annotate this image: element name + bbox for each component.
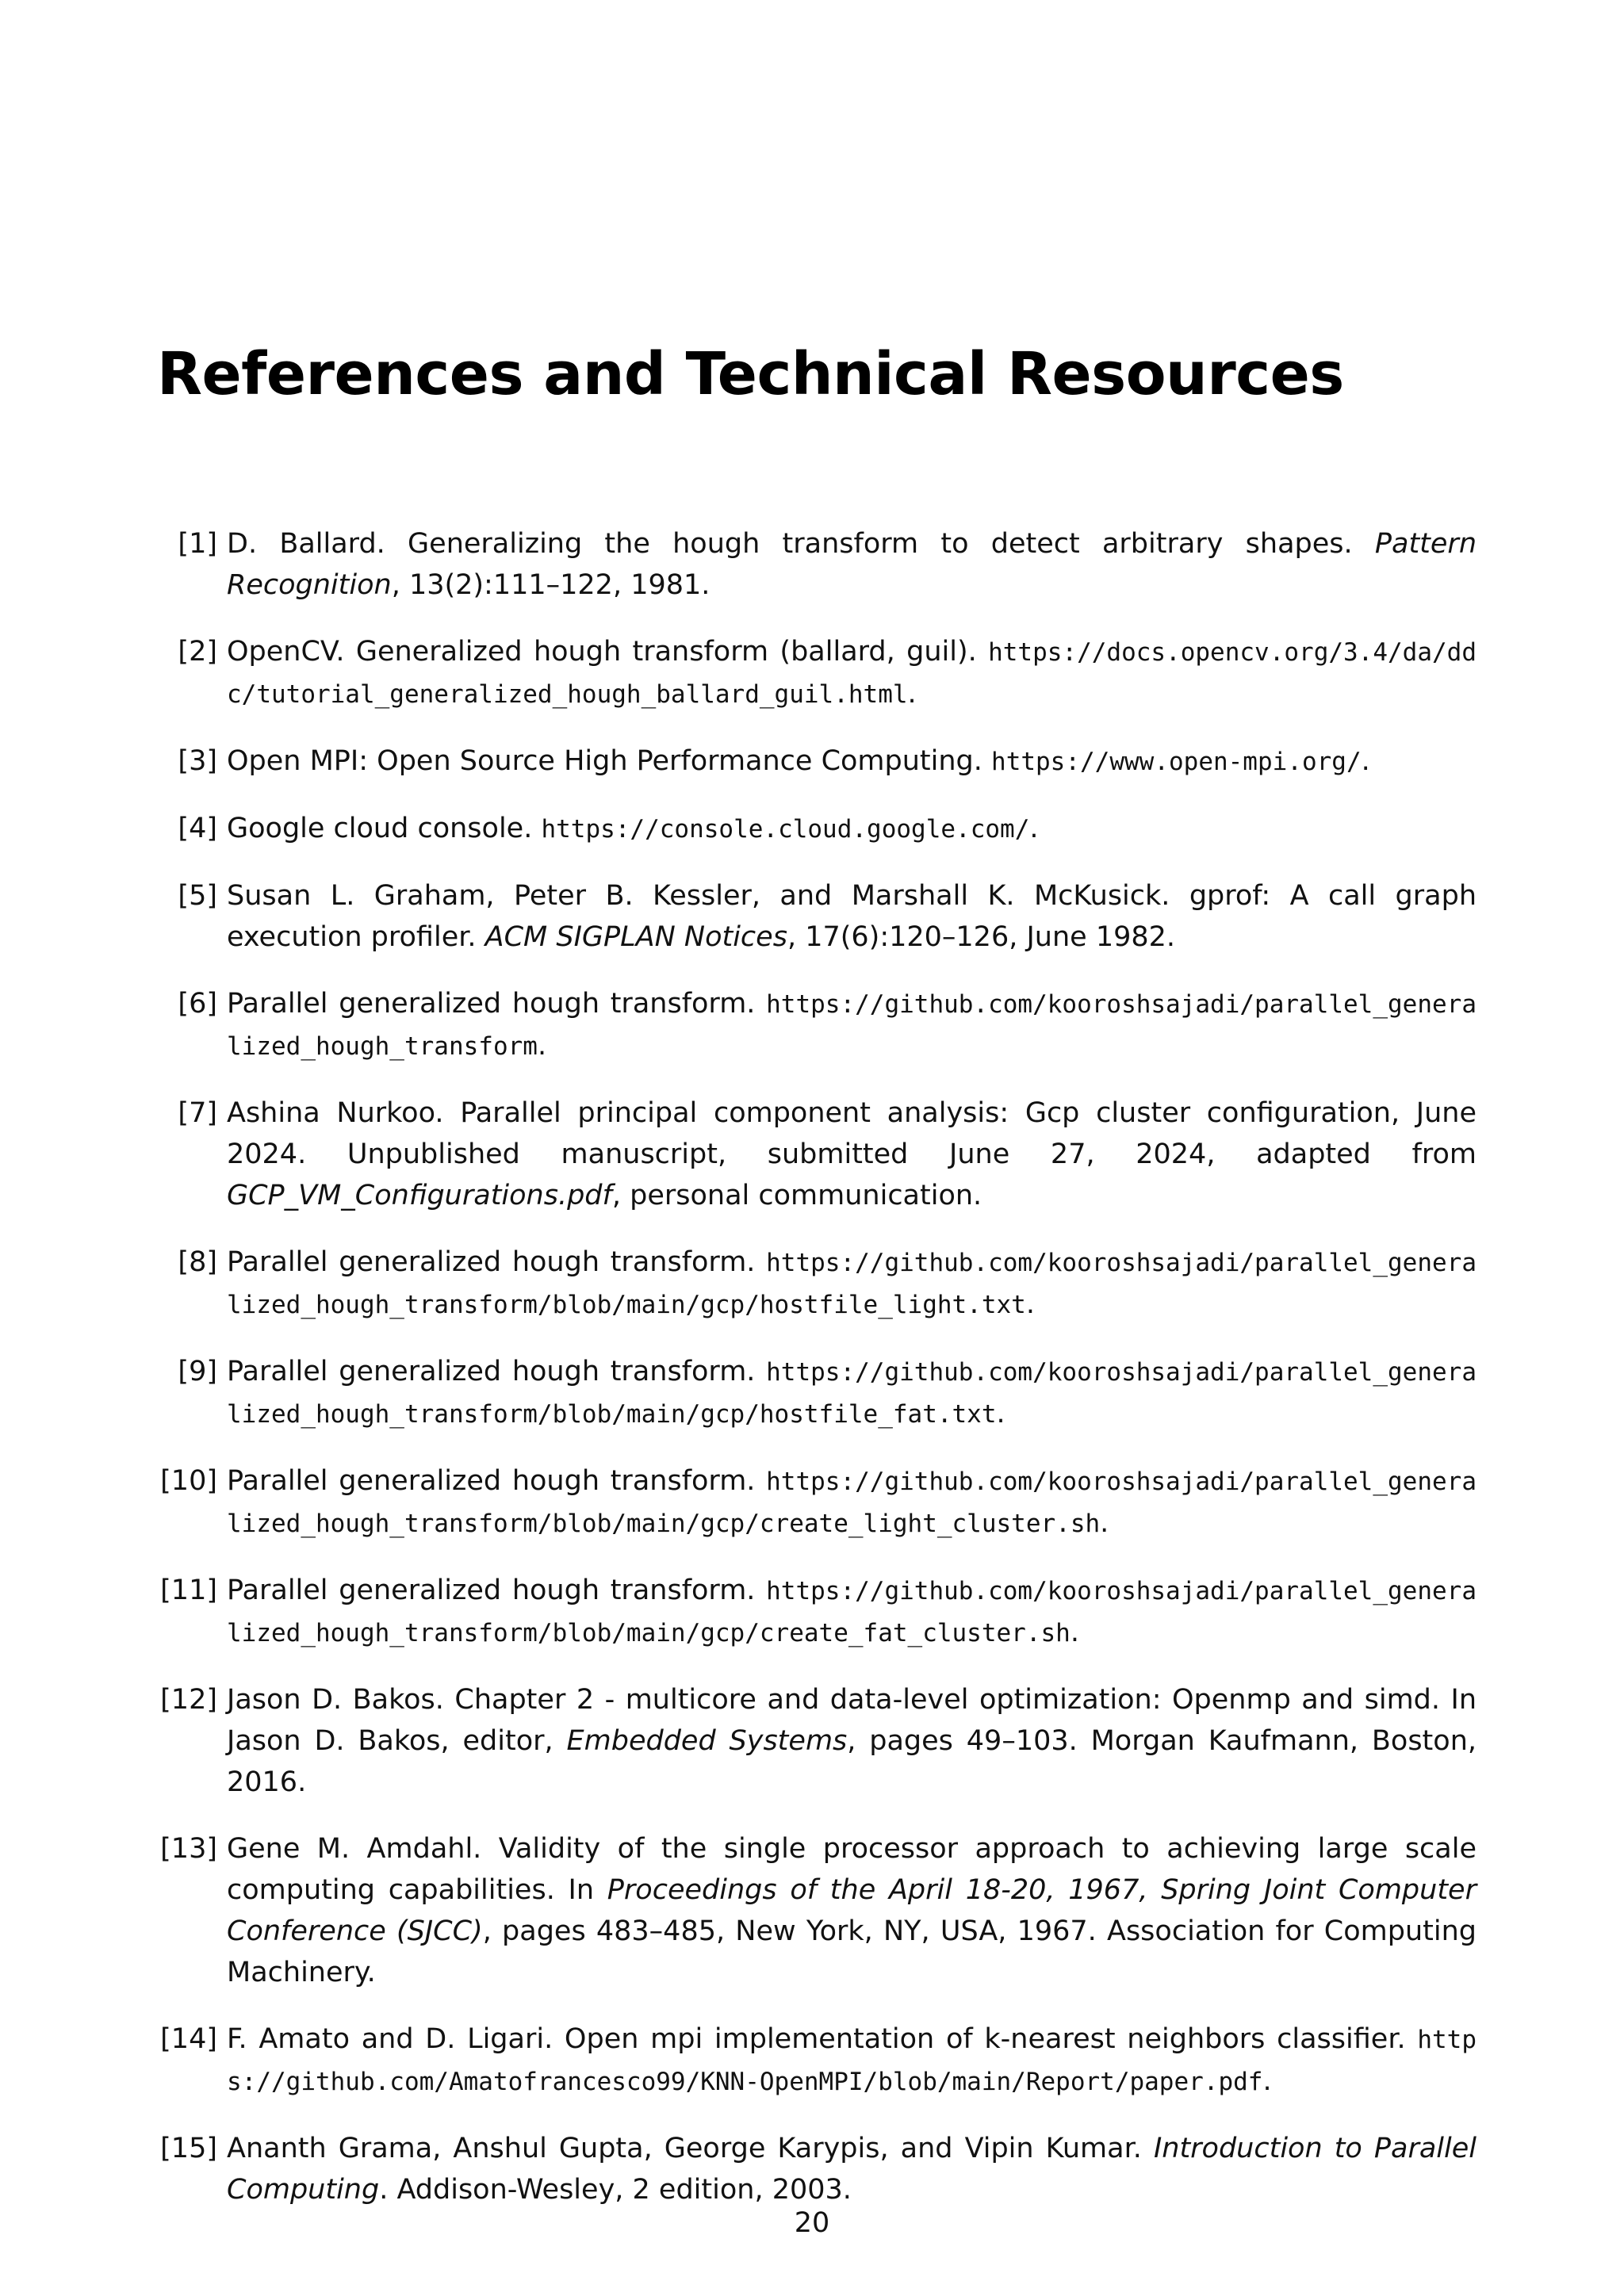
reference-number: [10] (160, 1465, 217, 1497)
reference-text-end: , personal communication. (611, 1180, 982, 1211)
reference-venue: ACM SIGPLAN Notices (485, 921, 787, 953)
reference-text: Parallel generalized hough transform. (227, 1246, 767, 1278)
reference-item (157, 1679, 1477, 1803)
reference-text-end: . Addison-Wesley, 2 edition, 2003. (379, 2174, 852, 2206)
reference-url-link[interactable]: https://github.com/kooroshsajadi/parallel_generalized_hough_transform/blob/main/gcp/hostfile_fat.txt (227, 1358, 1477, 1429)
reference-number: [12] (160, 1684, 217, 1716)
reference-number: [15] (160, 2133, 217, 2164)
reference-number: [5] (178, 880, 217, 912)
reference-text: OpenCV. Generalized hough transform (ballard, guil). (227, 636, 989, 668)
reference-item (157, 1093, 1477, 1216)
reference-text: D. Ballard. Generalizing the hough transform to detect arbitrary shapes. (227, 528, 1375, 560)
reference-text: F. Amato and D. Ligari. Open mpi implementation of k-nearest neighbors classifier. (227, 2023, 1418, 2055)
reference-venue: Introduction to Parallel Computing (227, 2133, 1477, 2206)
reference-url-link[interactable]: https://github.com/kooroshsajadi/parallel_generalized_hough_transform/blob/main/gcp/create_light_cluster.sh (227, 1468, 1477, 1538)
reference-text-end: , 13(2):111–122, 1981. (391, 569, 710, 601)
reference-text: Ashina Nurkoo. Parallel principal component analysis: Gcp cluster configuration, June 2024. Unpublished manuscript, submitted June 27, 2024, adapted from (227, 1097, 1477, 1170)
reference-text-end: , pages 49–103. Morgan Kaufmann, Boston, 2016. (227, 1725, 1477, 1798)
reference-number: [4] (178, 813, 217, 844)
reference-venue: Proceedings of the April 18-20, 1967, Spring Joint Computer Conference (SJCC) (227, 1874, 1477, 1947)
reference-text: Jason D. Bakos. Chapter 2 - multicore and data-level optimization: Openmp and simd. In Jason D. Bakos, editor, (227, 1684, 1477, 1757)
reference-url-link[interactable]: https://github.com/kooroshsajadi/parallel_generalized_hough_transform (227, 990, 1477, 1061)
reference-item (157, 1460, 1477, 1544)
reference-url-link[interactable]: https://github.com/kooroshsajadi/parallel_generalized_hough_transform/blob/main/gcp/create_fat_cluster.sh (227, 1577, 1477, 1647)
reference-number: [3] (178, 745, 217, 777)
reference-text: Parallel generalized hough transform. (227, 1465, 767, 1497)
reference-item (157, 2128, 1477, 2210)
reference-number: [9] (178, 1356, 217, 1387)
reference-item (157, 875, 1477, 958)
reference-text-end: . (1262, 2065, 1272, 2097)
reference-text: Gene M. Amdahl. Validity of the single processor approach to achieving large scale computing capabilities. In (227, 1833, 1477, 1906)
reference-item (157, 740, 1477, 783)
reference-text: Google cloud console. (227, 813, 542, 844)
reference-item (157, 2019, 1477, 2103)
page-number: 20 (794, 2207, 830, 2239)
reference-text: Susan L. Graham, Peter B. Kessler, and Marshall K. McKusick. gprof: A call graph execution profiler. (227, 880, 1477, 953)
reference-text-end: . (1361, 745, 1370, 777)
reference-text-end: . (907, 678, 917, 710)
reference-item (157, 631, 1477, 715)
reference-url-link[interactable]: https://github.com/kooroshsajadi/parallel_generalized_hough_transform/blob/main/gcp/hostfile_light.txt (227, 1249, 1477, 1319)
reference-number: [7] (178, 1097, 217, 1129)
reference-number: [11] (160, 1575, 217, 1606)
reference-text: Open MPI: Open Source High Performance Computing. (227, 745, 992, 777)
reference-item (157, 808, 1477, 850)
reference-number: [1] (178, 528, 217, 560)
reference-item (157, 983, 1477, 1067)
reference-item (157, 523, 1477, 606)
reference-item (157, 1351, 1477, 1435)
reference-number: [6] (178, 988, 217, 1020)
reference-text: Ananth Grama, Anshul Gupta, George Karypis, and Vipin Kumar. (227, 2133, 1154, 2164)
reference-text-end: . (537, 1030, 547, 1062)
reference-url-link[interactable]: https://console.cloud.google.com/ (541, 815, 1030, 844)
reference-url-link[interactable]: https://docs.opencv.org/3.4/da/ddc/tutorial_generalized_hough_ballard_guil.html (227, 638, 1477, 709)
reference-item (157, 1828, 1477, 1993)
reference-venue: Embedded Systems (566, 1725, 848, 1757)
reference-text-end: . (1070, 1617, 1079, 1648)
reference-number: [8] (178, 1246, 217, 1278)
reference-url-link[interactable]: https://www.open-mpi.org/ (991, 748, 1362, 776)
reference-url-link[interactable]: https://github.com/Amatofrancesco99/KNN-OpenMPI/blob/main/Report/paper.pdf (227, 2026, 1477, 2096)
reference-item (157, 1570, 1477, 1654)
reference-list (157, 523, 1477, 2236)
reference-venue: GCP_VM_Configurations.pdf (227, 1180, 612, 1211)
reference-number: [13] (160, 1833, 217, 1865)
reference-text: Parallel generalized hough transform. (227, 1575, 767, 1606)
reference-item (157, 1242, 1477, 1326)
reference-text-end: , pages 483–485, New York, NY, USA, 1967. Association for Computing Machinery. (227, 1915, 1477, 1988)
reference-text-end: . (1025, 1288, 1035, 1320)
reference-venue: Pattern Recognition (227, 528, 1477, 601)
reference-text-end: . (1029, 813, 1039, 844)
reference-number: [14] (160, 2023, 217, 2055)
reference-text: Parallel generalized hough transform. (227, 1356, 767, 1387)
reference-text-end: . (996, 1398, 1005, 1429)
reference-text-end: . (1100, 1507, 1109, 1539)
reference-number: [2] (178, 636, 217, 668)
page-title: References and Technical Resources (157, 340, 1344, 408)
reference-text: Parallel generalized hough transform. (227, 988, 767, 1020)
reference-text-end: , 17(6):120–126, June 1982. (787, 921, 1176, 953)
